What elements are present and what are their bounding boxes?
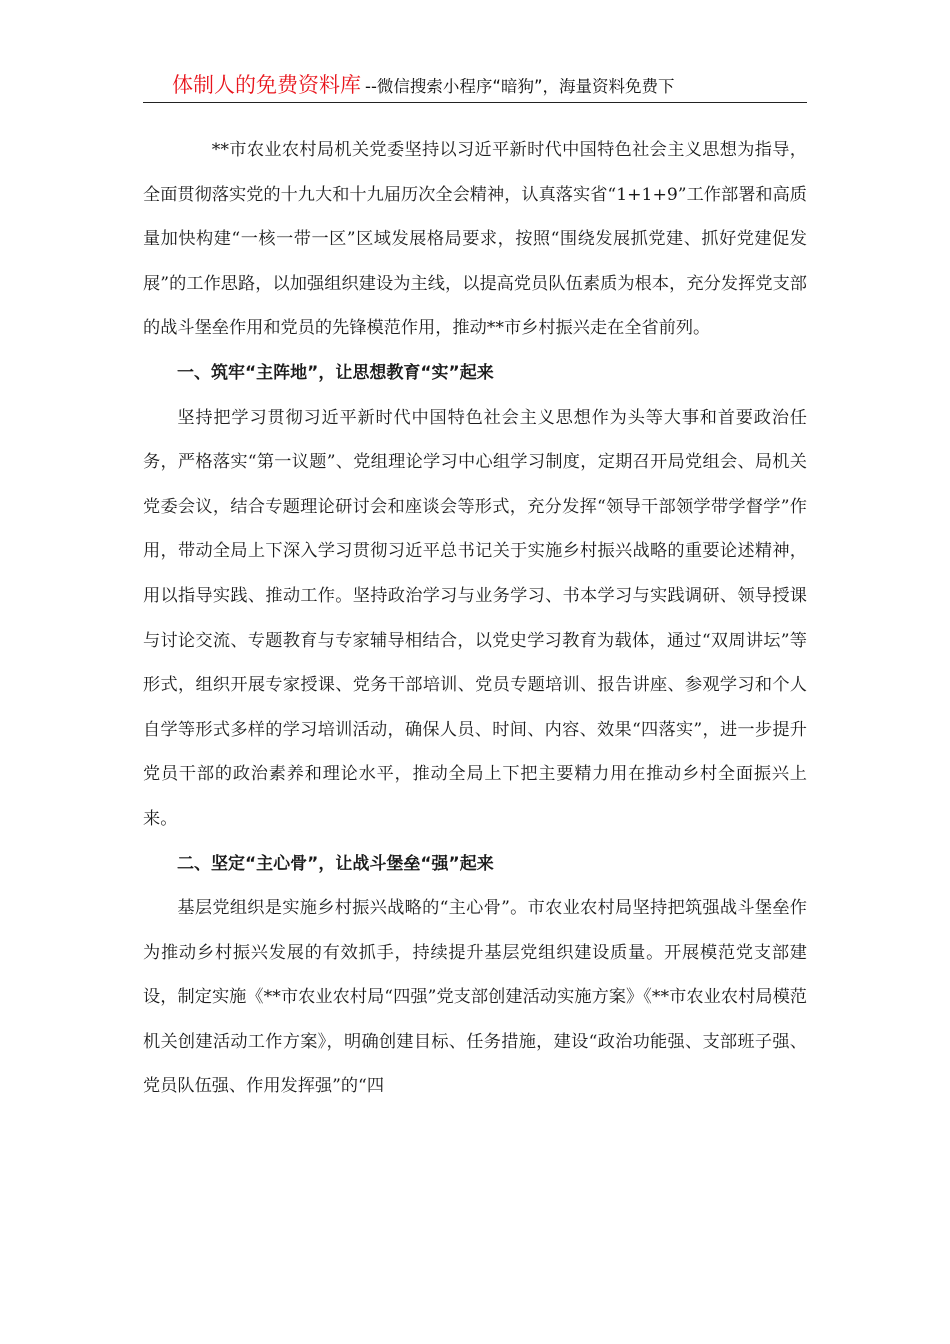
page-header	[143, 70, 807, 103]
document-body	[143, 128, 807, 1109]
section-2-paragraph: 基层党组织是实施乡村振兴战略的“主心骨”。市农业农村局坚持把筑强战斗堡垒作为推动乡村振兴发展的有效抓手，持续提升基层党组织建设质量。开展模范党支部建设，制定实施《**市农业农村局“四强”党支部创建活动实施方案》《**市农业农村局模范机关创建活动工作方案》，明确创建目标、任务措施，建设“政治功能强、支部班子强、党员队伍强、作用发挥强”的“四	[143, 898, 807, 1097]
section-1-heading: 一、筑牢“主阵地”，让思想教育“实”起来	[177, 362, 494, 383]
section-2-heading: 二、坚定“主心骨”，让战斗堡垒“强”起来	[177, 853, 494, 874]
section-1-paragraph: 坚持把学习贯彻习近平新时代中国特色社会主义思想作为头等大事和首要政治任务，严格落实“第一议题”、党组理论学习中心组学习制度，定期召开局党组会、局机关党委会议，结合专题理论研讨会和座谈会等形式，充分发挥“领导干部领学带学督学”作用，带动全局上下深入学习贯彻习近平总书记关于实施乡村振兴战略的重要论述精神，用以指导实践、推动工作。坚持政治学习与业务学习、书本学习与实践调研、领导授课与讨论交流、专题教育与专家辅导相结合，以党史学习教育为载体，通过“双周讲坛”等形式，组织开展专家授课、党务干部培训、党员专题培训、报告讲座、参观学习和个人自学等形式多样的学习培训活动，确保人员、时间、内容、效果“四落实”，进一步提升党员干部的政治素养和理论水平，推动全局上下把主要精力用在推动乡村全面振兴上来。	[143, 407, 807, 829]
intro-paragraph: **市农业农村局机关党委坚持以习近平新时代中国特色社会主义思想为指导，全面贯彻落实党的十九大和十九届历次全会精神，认真落实省“1+1+9”工作部署和高质量加快构建“一核一带一区”区域发展格局要求，按照“围绕发展抓党建、抓好党建促发展”的工作思路，以加强组织建设为主线，以提高党员队伍素质为根本，充分发挥党支部的战斗堡垒作用和党员的先锋模范作用，推动**市乡村振兴走在全省前列。	[143, 140, 807, 339]
header-brand: 体制人的免费资料库	[172, 73, 361, 97]
header-tagline: --微信搜索小程序“暗狗”，海量资料免费下	[365, 77, 675, 96]
